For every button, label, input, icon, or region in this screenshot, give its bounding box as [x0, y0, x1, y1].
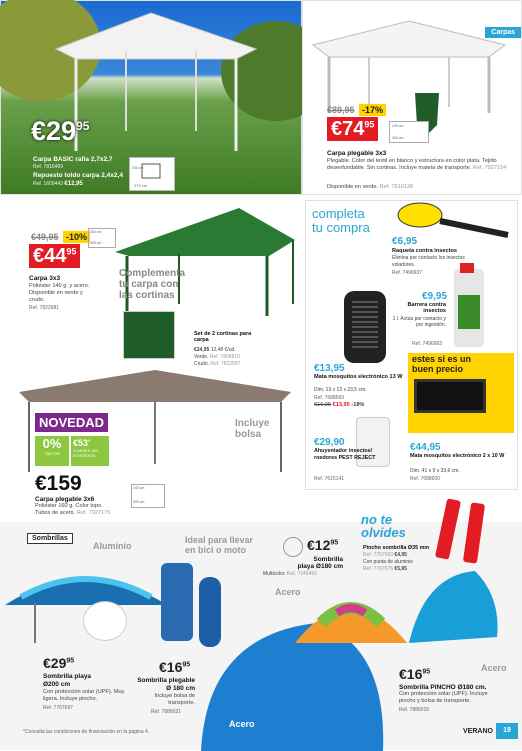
s1-name: Sombrilla playa	[43, 673, 92, 680]
novedad-badge: NOVEDAD	[35, 413, 108, 432]
umbrella-pincho-detail-image	[83, 601, 127, 641]
multicolor-umbrella-image	[291, 583, 411, 669]
plegable-avail: Disponible en verde. Ref. 7610138	[327, 184, 414, 190]
s4-desc: Con protección solar (UPF). Incluye pincho y bolsa de transporte.	[399, 691, 488, 704]
raqueta-desc: Elimina por contacto los insectos voladores.	[392, 255, 465, 268]
novedad-name: Carpa plegable 3x6	[35, 496, 95, 503]
s3-price: $€12^{95}$	[307, 537, 339, 553]
mata2-dim: Dim. 41 x 9 x 33,6 cm.	[410, 468, 460, 474]
complete-title-1: completa	[312, 206, 365, 221]
footer-section: VERANO	[463, 728, 493, 735]
electric-trap-image	[414, 379, 486, 413]
s1-ref: Ref. 7767697	[43, 705, 74, 711]
mata2-ref: Ref. 7688600	[410, 476, 441, 482]
plegable-panel	[302, 0, 522, 195]
pincho-umbrella-image	[405, 567, 501, 653]
pincho-2-desc: Con punta de aluminio	[363, 559, 414, 565]
ideal-text: Ideal para llevar en bici o moto	[185, 535, 254, 555]
folding-umbrella-bag-image	[161, 563, 193, 641]
curtains-verde: Verde. Ref. 7806810	[194, 354, 240, 360]
buen-precio-box: estes si es un buen precio	[408, 353, 514, 433]
s2-desc: Incluye bolsa de transporte.	[154, 693, 195, 706]
raqueta-name: Raqueta contra insectos	[392, 248, 457, 254]
novedad-desc-2: Tubos de acero. Ref. 7927175	[35, 510, 111, 516]
aluminio-label: Aluminio	[93, 541, 132, 551]
plegable-name: Carpa plegable 3x3	[327, 150, 387, 157]
raqueta-price: €6,95	[392, 236, 418, 247]
acero-label-2: Acero	[275, 587, 301, 597]
novedad-dim-diagram: 240 cm 600 cm	[131, 484, 165, 508]
pincho-name: Pincho sombrilla Ø35 mm	[363, 545, 430, 551]
green-desc-3: crudo.	[29, 297, 45, 303]
curtains-price: €24,95 12,48 €/ud.	[194, 347, 236, 353]
monthly-badge: €53' 3 MESES SIN INTERESES	[71, 436, 109, 466]
s2-ref: Ref. 7886021	[151, 709, 182, 715]
green-tent-image	[109, 204, 299, 324]
umbrella-icon	[283, 537, 303, 557]
s3-name: Sombrilla playa Ø180 cm	[297, 556, 343, 570]
barrera-price: €9,95	[422, 291, 448, 302]
barrera-name: Barrera contra insectos	[407, 302, 446, 314]
plegable-desc: Plegable. Color del textil en blanco y estructura en color plata. Tejido desenfundable. Sin cortinas. Incluye maleta de transporte. Ref. 7927154	[327, 158, 507, 171]
mata13-dim: Dim. 13 x 13 x 23,5 cm.	[314, 387, 367, 393]
s4-price: $€16^{95}$	[399, 666, 431, 682]
hero-repuesto-ref: Ref. 1609443 €12,95	[33, 181, 83, 187]
acero-label-1: Acero	[229, 719, 255, 729]
s4-ref: Ref. 7886016	[399, 707, 430, 713]
pincho-1: Ref. 7767660 €4,95	[363, 552, 407, 558]
s4-name: Sombrilla PINCHO Ø180 cm.	[399, 684, 487, 691]
green-name: Carpa 3x3	[29, 275, 61, 282]
mata13-offer: €16,95 €13,95 -18%	[314, 402, 365, 408]
green-dim-diagram: 300 cm 300 cm	[88, 228, 116, 248]
pincho-red-image-2	[463, 502, 485, 563]
zero-interest-badge: 0% TAE/TIN	[35, 436, 69, 466]
complete-panel	[305, 200, 518, 490]
hero-name: Carpa BASIC rafia 2,7x2,7	[33, 156, 113, 163]
hero-panel	[0, 0, 302, 195]
green-desc-2: Disponible en verde y	[29, 290, 83, 296]
curtains-name: Set de 2 cortinas para carpa	[194, 331, 252, 343]
plegable-price: $€74^{95}$	[327, 117, 378, 141]
raqueta-ref: Ref. 7496937	[392, 270, 423, 276]
complete-title-2: tu compra	[312, 220, 370, 235]
hero-price: $€29^{95}$	[31, 116, 90, 146]
olvides-title-1: no te	[361, 512, 393, 527]
barrera-desc: 1 l. Actúa por contacto y por ingestión.	[392, 316, 446, 328]
sombrillas-tab: Sombrillas	[27, 533, 73, 544]
complement-text: Complementa tu carpa con las cortinas	[119, 268, 186, 301]
spray-bottle-image	[454, 269, 484, 347]
hero-dimension-diagram: 270 cm 240 cm	[129, 157, 175, 191]
mata13-name: Mata mosquitos electrónico 13 W	[314, 374, 403, 380]
mosquito-lamp-image	[344, 291, 386, 363]
novedad-price: €159	[35, 472, 82, 495]
s1-dim: Ø200 cm	[43, 681, 71, 688]
barrera-ref: Ref. 7496963	[412, 341, 443, 347]
green-old-price: €49,95	[31, 232, 59, 242]
s1-price: $€29^{95}$	[43, 655, 75, 671]
ahuy-price: €29,90	[314, 437, 345, 448]
footer-note: *Consulta las condiciones de financiación en la página 4.	[23, 729, 150, 735]
page-number: 19	[496, 723, 518, 739]
olvides-title-2: olvides	[361, 525, 406, 540]
tents-panel	[0, 195, 302, 520]
s2-price: $€16^{95}$	[159, 659, 191, 675]
pincho-2: Ref. 7767676 €5,95	[363, 566, 407, 572]
plegable-discount: -17%	[359, 104, 386, 116]
plegable-old-price: €89,95	[327, 105, 355, 115]
acero-label-3: Acero	[481, 663, 507, 673]
green-price: $€44^{95}$	[29, 244, 80, 268]
green-discount: -10%	[63, 231, 90, 243]
plegable-dim-diagram: 300 cm 100 cm	[389, 121, 429, 143]
ahuy-ref: Ref. 7615141	[314, 476, 345, 482]
mata13-price: €13,95	[314, 363, 345, 374]
green-desc-1: Poliéster 140 g. y acero.	[29, 283, 90, 289]
bolsa-text: Incluye bolsa	[235, 418, 270, 440]
mata2-price: €44,95	[410, 442, 441, 453]
curtains-crudo: Crudo. Ref. 7822557	[194, 361, 241, 367]
hero-repuesto: Repuesto toldo carpa 2,4x2,4	[33, 172, 123, 179]
carpas-tab: Carpas	[485, 27, 521, 38]
insect-racket-image	[396, 201, 514, 237]
green-ref: Ref. 7822981	[29, 305, 60, 311]
pincho-red-image	[435, 498, 461, 560]
mata13-ref: Ref. 7688569	[314, 395, 345, 401]
ahuy-name: Ahuyentador insectos/ roedores PEST REJECT	[314, 448, 376, 461]
s2-name: Sombrilla plegable	[137, 677, 195, 684]
novedad-desc-1: Poliéster 160 g. Color topo.	[35, 503, 103, 509]
s3-desc: Multicolor. Ref. 7249450	[263, 571, 317, 577]
hero-ref: Ref. 7816469	[33, 164, 64, 170]
s2-dim: Ø 180 cm	[166, 685, 195, 692]
mata2-name: Mata mosquitos electrónico 2 x 10 W	[410, 453, 505, 459]
s1-desc: Con protección solar (UPF). Muy ligera. Incluye pincho.	[43, 689, 125, 702]
curtains-image	[123, 311, 175, 359]
